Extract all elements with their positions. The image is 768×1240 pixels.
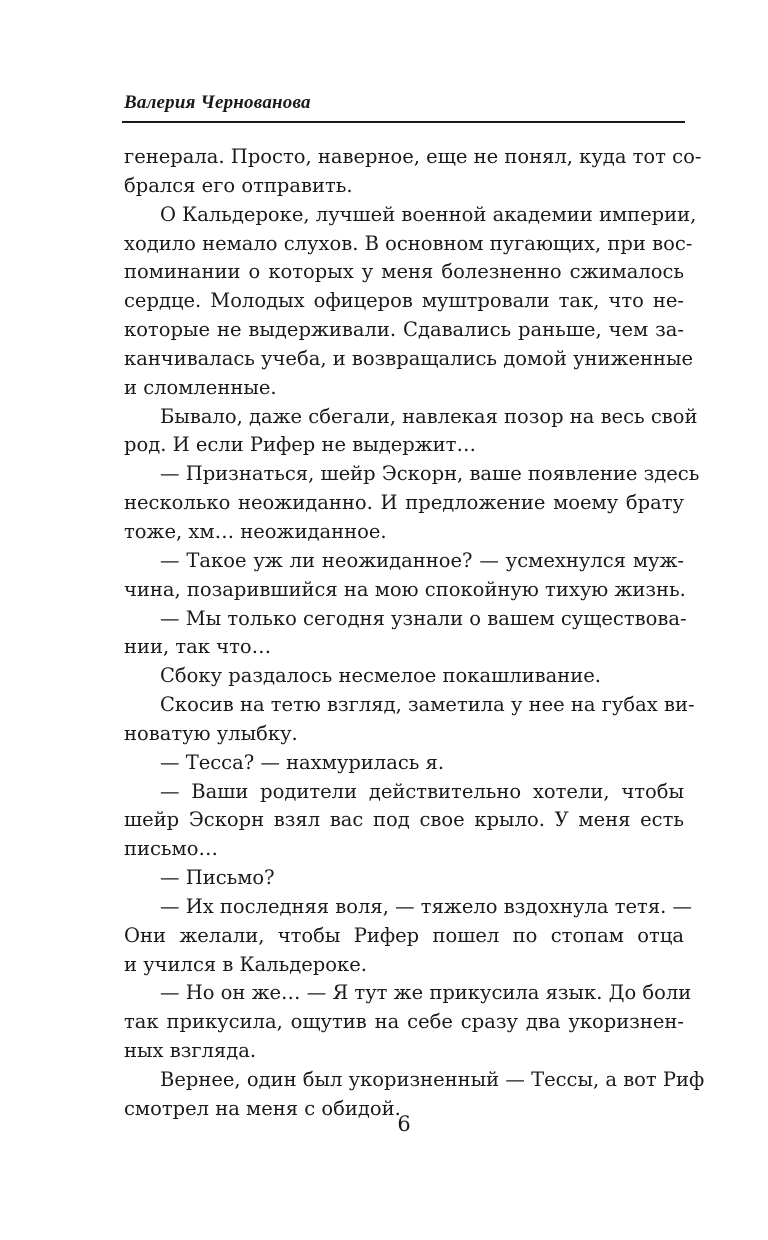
text-line: смотрел на меня с обидой.	[124, 1096, 401, 1120]
text-line: письмо…	[124, 837, 218, 861]
running-head-author: Валерия Чернованова	[124, 92, 311, 113]
text-line: Скосив на тетю взгляд, заметила у нее на губах ви-	[160, 693, 695, 717]
text-line: тоже, хм… неожиданное.	[124, 519, 387, 543]
text-line: ных взгляда.	[124, 1039, 257, 1063]
text-line: — Но он же… — Я тут же прикусила язык. До боли	[160, 981, 692, 1005]
text-line: — Мы только сегодня узнали о вашем существова-	[160, 606, 687, 630]
text-line: так прикусила, ощутив на себе сразу два укоризнен-	[124, 1010, 684, 1034]
text-line: Вернее, один был укоризненный — Тессы, а вот Риф	[160, 1068, 705, 1091]
text-line: — Письмо?	[160, 866, 275, 890]
text-line: Они желали, чтобы Рифер пошел по стопам отца	[124, 923, 684, 947]
text-line: — Тесса? — нахмурилась я.	[160, 750, 445, 774]
text-line: О Кальдероке, лучшей военной академии империи,	[160, 202, 697, 226]
text-line: которые не выдерживали. Сдавались раньше, чем за-	[124, 318, 684, 342]
text-line: несколько неожиданно. И предложение моему брату	[124, 491, 684, 515]
text-line: генерала. Просто, наверное, еще не понял, куда тот со-	[124, 145, 702, 168]
text-line: шейр Эскорн взял вас под свое крыло. У меня есть	[124, 808, 684, 832]
text-line: брался его отправить.	[124, 173, 353, 197]
text-line: — Ваши родители действительно хотели, чтобы	[160, 779, 684, 803]
text-line: канчивалась учеба, и возвращались домой униженные	[124, 346, 694, 370]
text-line: сердце. Молодых офицеров муштровали так, что не-	[124, 289, 684, 313]
text-line: ходило немало слухов. В основном пугающих, при вос-	[124, 231, 693, 255]
text-line: и сломленные.	[124, 375, 277, 399]
text-line: и учился в Кальдероке.	[124, 952, 367, 976]
text-line: новатую улыбку.	[124, 721, 298, 745]
text-line: нии, так что…	[124, 635, 272, 659]
body-text	[124, 143, 705, 1124]
text-line: — Их последняя воля, — тяжело вздохнула тетя. —	[160, 894, 693, 918]
header-rule	[122, 121, 685, 123]
text-line: — Признаться, шейр Эскорн, ваше появление здесь	[160, 462, 700, 486]
text-line: род. И если Рифер не выдержит…	[124, 433, 476, 457]
text-line: чина, позарившийся на мою спокойную тихую жизнь.	[124, 577, 686, 601]
text-line: — Такое уж ли неожиданное? — усмехнулся муж-	[160, 548, 684, 572]
text-line: Сбоку раздалось несмелое покашливание.	[160, 664, 601, 688]
text-line: Бывало, даже сбегали, навлекая позор на весь свой	[160, 404, 698, 428]
page-number: 6	[397, 1112, 411, 1136]
text-line: поминании о которых у меня болезненно сжималось	[124, 260, 684, 284]
